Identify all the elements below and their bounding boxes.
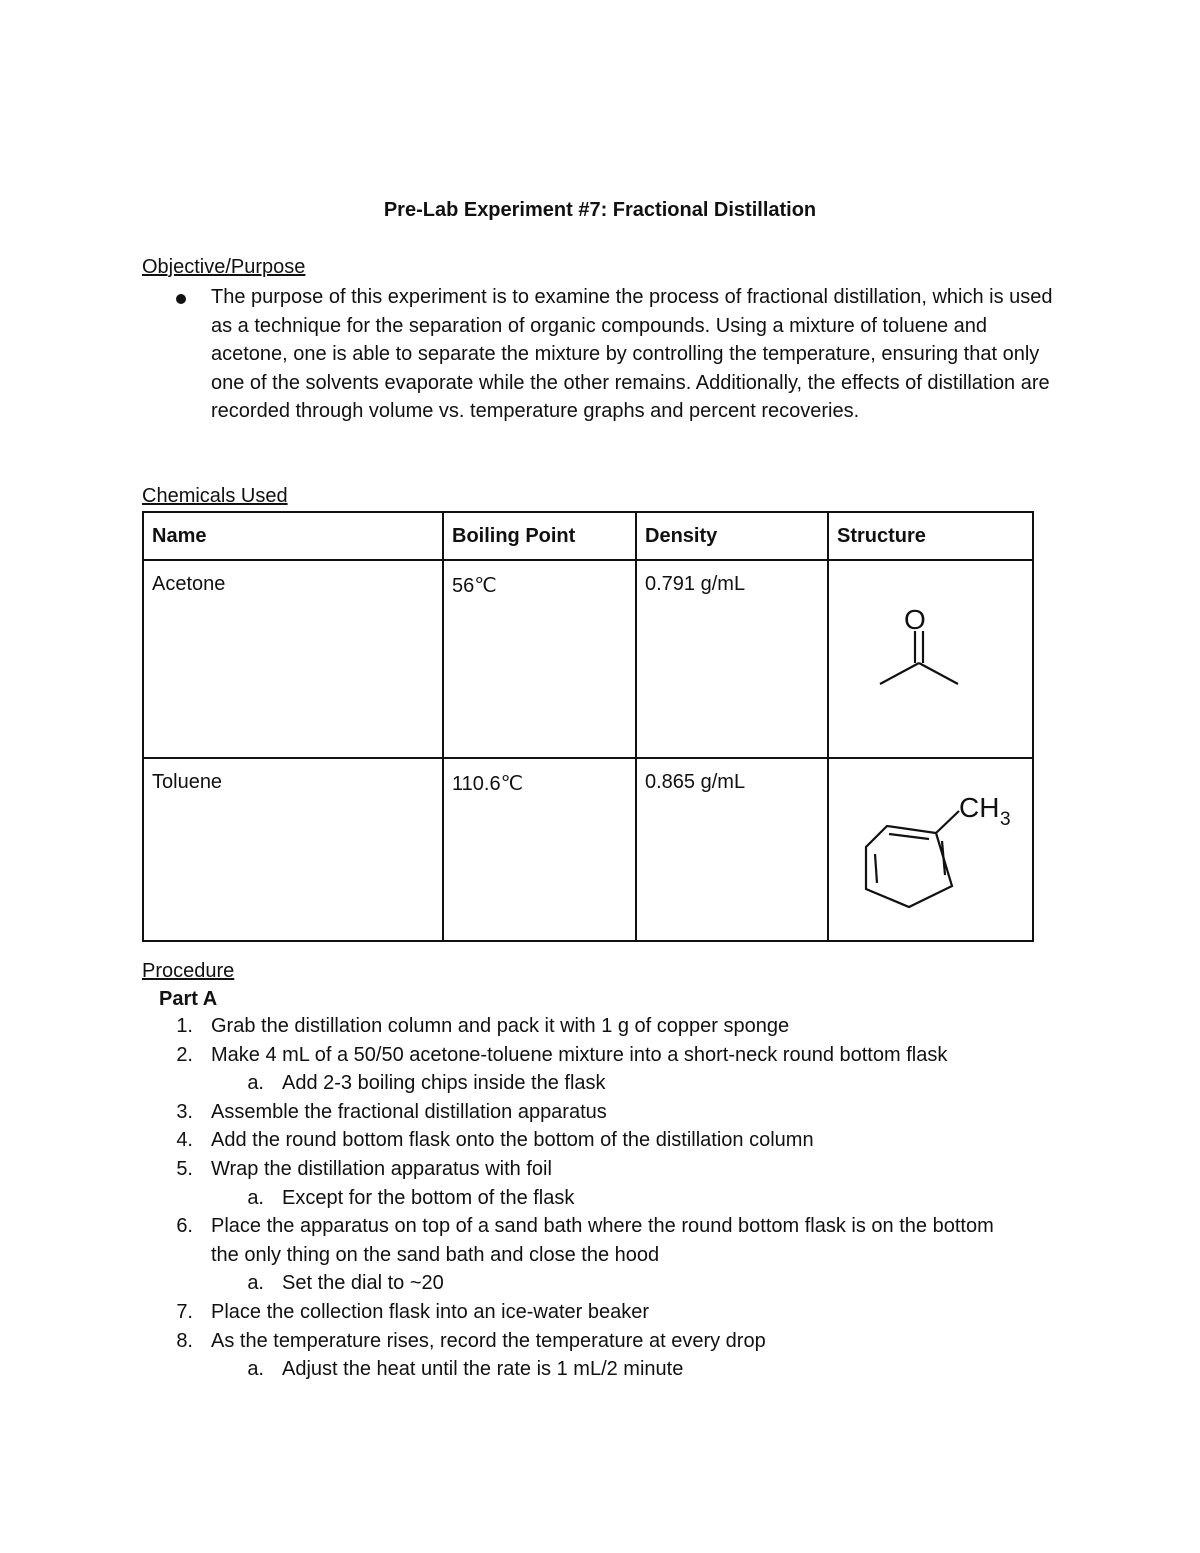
column-header: Density	[636, 512, 828, 560]
step-number: 1.	[176, 1015, 193, 1037]
density: 0.865 g/mL	[636, 758, 828, 941]
step-number: 7.	[176, 1301, 193, 1323]
chemicals-heading: Chemicals Used	[142, 485, 288, 507]
table-row	[143, 758, 1033, 941]
step-number: a.	[247, 1072, 264, 1095]
methyl-label: CH	[959, 792, 1000, 823]
boiling-point: 110.6℃	[443, 758, 636, 941]
step-number: 5.	[176, 1158, 193, 1180]
table-header-row	[143, 512, 1033, 560]
step-text: Add 2-3 boiling chips inside the flask	[282, 1072, 606, 1095]
step-text: Make 4 mL of a 50/50 acetone-toluene mixture into a short-neck round bottom flask	[211, 1043, 948, 1066]
step-text: Place the apparatus on top of a sand bath where the round bottom flask is on the bottom	[211, 1215, 994, 1238]
column-header: Structure	[828, 512, 1033, 560]
part-label: Part A	[159, 988, 218, 1010]
step-text: Add the round bottom flask onto the bottom of the distillation column	[211, 1129, 814, 1152]
step-number: a.	[247, 1358, 264, 1381]
bullet-icon	[176, 294, 186, 304]
structure-cell	[828, 560, 1033, 758]
table-row	[143, 560, 1033, 758]
step-text: Except for the bottom of the flask	[282, 1186, 575, 1209]
step-number: a.	[247, 1186, 264, 1209]
step-text: Assemble the fractional distillation apparatus	[211, 1100, 607, 1123]
step-number: 2.	[176, 1043, 193, 1066]
column-header: Boiling Point	[443, 512, 636, 560]
step-text: the only thing on the sand bath and close the hood	[211, 1243, 660, 1266]
methyl-subscript: 3	[1000, 809, 1011, 830]
chemicals-table	[142, 511, 1034, 942]
step-text: As the temperature rises, record the temperature at every drop	[211, 1329, 766, 1352]
objective-heading: Objective/Purpose	[142, 256, 306, 278]
chemical-name: Acetone	[143, 560, 443, 758]
step-number: a.	[247, 1272, 264, 1295]
toluene-structure-icon	[829, 759, 1034, 934]
procedure-heading: Procedure	[142, 960, 235, 982]
structure-cell	[828, 758, 1033, 941]
oxygen-label: O	[904, 604, 926, 635]
step-text: Grab the distillation column and pack it with 1 g of copper sponge	[211, 1015, 790, 1037]
chemical-name: Toluene	[143, 758, 443, 941]
step-text: Place the collection flask into an ice-water beaker	[211, 1301, 650, 1323]
acetone-structure-icon	[829, 561, 1034, 751]
step-text: Adjust the heat until the rate is 1 mL/2 minute	[282, 1358, 684, 1381]
density: 0.791 g/mL	[636, 560, 828, 758]
boiling-point: 56℃	[443, 560, 636, 758]
step-text: Wrap the distillation apparatus with foil	[211, 1158, 552, 1180]
page-title: Pre-Lab Experiment #7: Fractional Distillation	[383, 199, 817, 221]
step-number: 6.	[176, 1215, 193, 1238]
column-header: Name	[143, 512, 443, 560]
step-number: 8.	[176, 1329, 193, 1352]
step-number: 3.	[176, 1100, 193, 1123]
objective-text: The purpose of this experiment is to examine the process of fractional distillation, which is used as a technique for the separation of organic compounds. Using a mixture of toluene and acetone, one is able to separate the mixture by controlling the temperature, ensuring that only one of the solvents evaporate while the other remains. Additionally, the effects of distillation are recorded through volume vs. temperature graphs and percent recoveries.	[211, 286, 1053, 423]
step-number: 4.	[176, 1129, 193, 1152]
step-text: Set the dial to ~20	[282, 1272, 444, 1295]
